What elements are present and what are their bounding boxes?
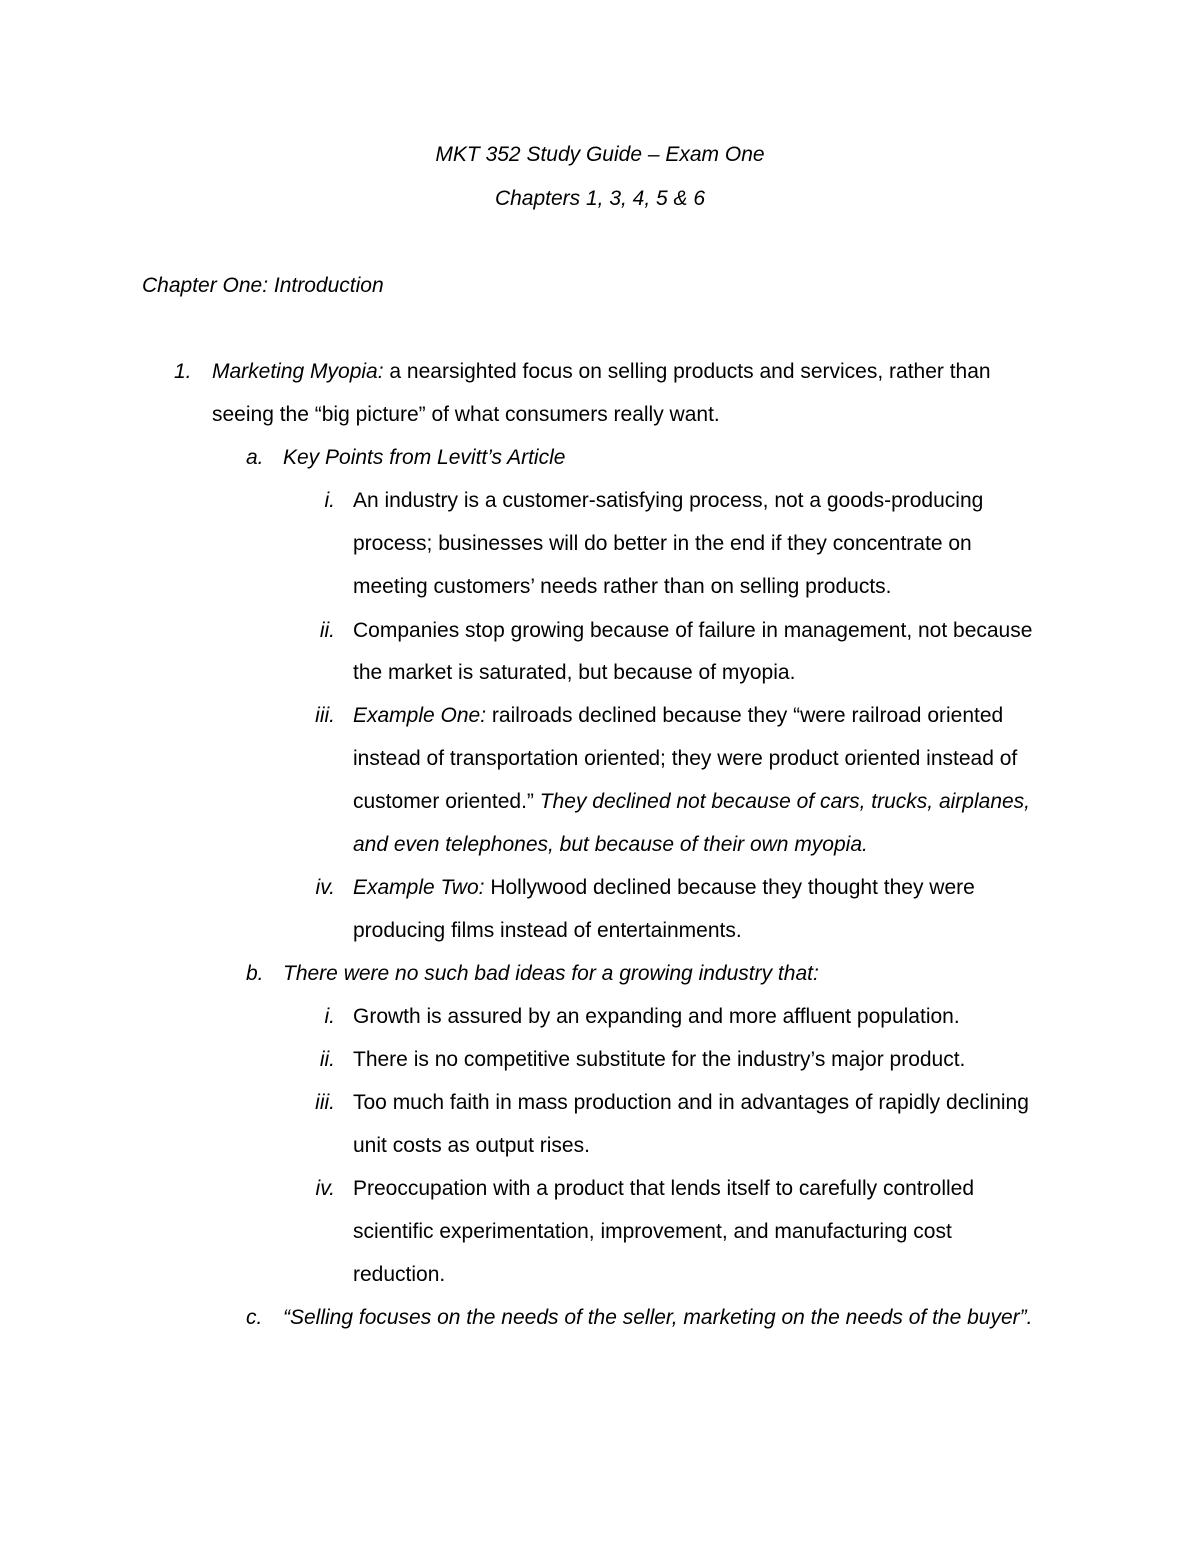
list-marker-a-iii: iii.	[315, 704, 335, 727]
term-marketing-myopia: Marketing Myopia:	[212, 360, 384, 383]
list-item-b-i-line: Growth is assured by an expanding and more affluent population.	[353, 1005, 960, 1028]
list-marker-a-ii: ii.	[319, 619, 335, 642]
list-marker-b-ii: ii.	[319, 1048, 335, 1071]
document-title: MKT 352 Study Guide – Exam One	[435, 143, 765, 166]
list-marker-b-iv: iv.	[315, 1177, 335, 1200]
list-item-a-iii-line-4: and even telephones, but because of their own myopia.	[353, 833, 868, 856]
list-item-b-iv-line: scientific experimentation, improvement, and manufacturing cost	[353, 1220, 952, 1243]
list-item-b-iii-line: unit costs as output rises.	[353, 1134, 590, 1157]
example-one-label: Example One:	[353, 704, 487, 727]
selling-vs-marketing-quote: “Selling focuses on the needs of the seller, marketing on the needs of the buyer”.	[283, 1306, 1033, 1329]
list-item-b-ii-line: There is no competitive substitute for the industry’s major product.	[353, 1048, 966, 1071]
list-item-a-i-line: meeting customers’ needs rather than on selling products.	[353, 575, 892, 598]
list-item-1-line-2: seeing the “big picture” of what consumers really want.	[212, 403, 720, 426]
chapter-heading: Chapter One: Introduction	[142, 274, 384, 297]
example-one-italic-text: They declined not because of cars, trucks, airplanes,	[533, 790, 1031, 813]
list-marker-b: b.	[246, 962, 264, 985]
list-item-a-iv-line-2: producing films instead of entertainments.	[353, 919, 742, 942]
list-item-a-ii-line: Companies stop growing because of failure in management, not because	[353, 619, 1033, 642]
list-item-a-i-line: process; businesses will do better in the end if they concentrate on	[353, 532, 972, 555]
list-marker-a: a.	[246, 446, 264, 469]
list-item-b-iii-line: Too much faith in mass production and in advantages of rapidly declining	[353, 1091, 1029, 1114]
list-marker-a-i: i.	[324, 489, 335, 512]
list-item-b-iv-line: reduction.	[353, 1263, 446, 1286]
sub-heading-growing-industry: There were no such bad ideas for a growing industry that:	[283, 962, 819, 985]
example-one-quote-end: customer oriented.”	[353, 790, 534, 813]
list-item-a-iii-line-1	[353, 702, 1003, 730]
document-subtitle: Chapters 1, 3, 4, 5 & 6	[494, 187, 706, 210]
list-item-a-i-line: An industry is a customer-satisfying process, not a goods-producing	[353, 489, 984, 512]
list-item-a-iii-line-3	[353, 788, 1030, 816]
list-marker-b-iii: iii.	[315, 1091, 335, 1114]
list-item-b-iv-line: Preoccupation with a product that lends itself to carefully controlled	[353, 1177, 975, 1200]
example-two-label: Example Two:	[353, 876, 485, 899]
list-item-1-line-1	[212, 358, 991, 386]
list-marker-c: c.	[246, 1306, 263, 1329]
list-marker-b-i: i.	[324, 1005, 335, 1028]
list-item-a-ii-line: the market is saturated, but because of myopia.	[353, 661, 796, 684]
definition-text: a nearsighted focus on selling products and services, rather than	[383, 360, 991, 383]
example-two-text: Hollywood declined because they thought they were	[484, 876, 975, 899]
sub-heading-levitt: Key Points from Levitt’s Article	[283, 446, 566, 469]
list-item-a-iii-line-2: instead of transportation oriented; they were product oriented instead of	[353, 747, 1018, 770]
list-marker-1: 1.	[174, 360, 192, 383]
list-item-a-iv-line-1	[353, 874, 975, 902]
list-marker-a-iv: iv.	[315, 876, 335, 899]
example-one-text: railroads declined because they “were railroad oriented	[486, 704, 1004, 727]
